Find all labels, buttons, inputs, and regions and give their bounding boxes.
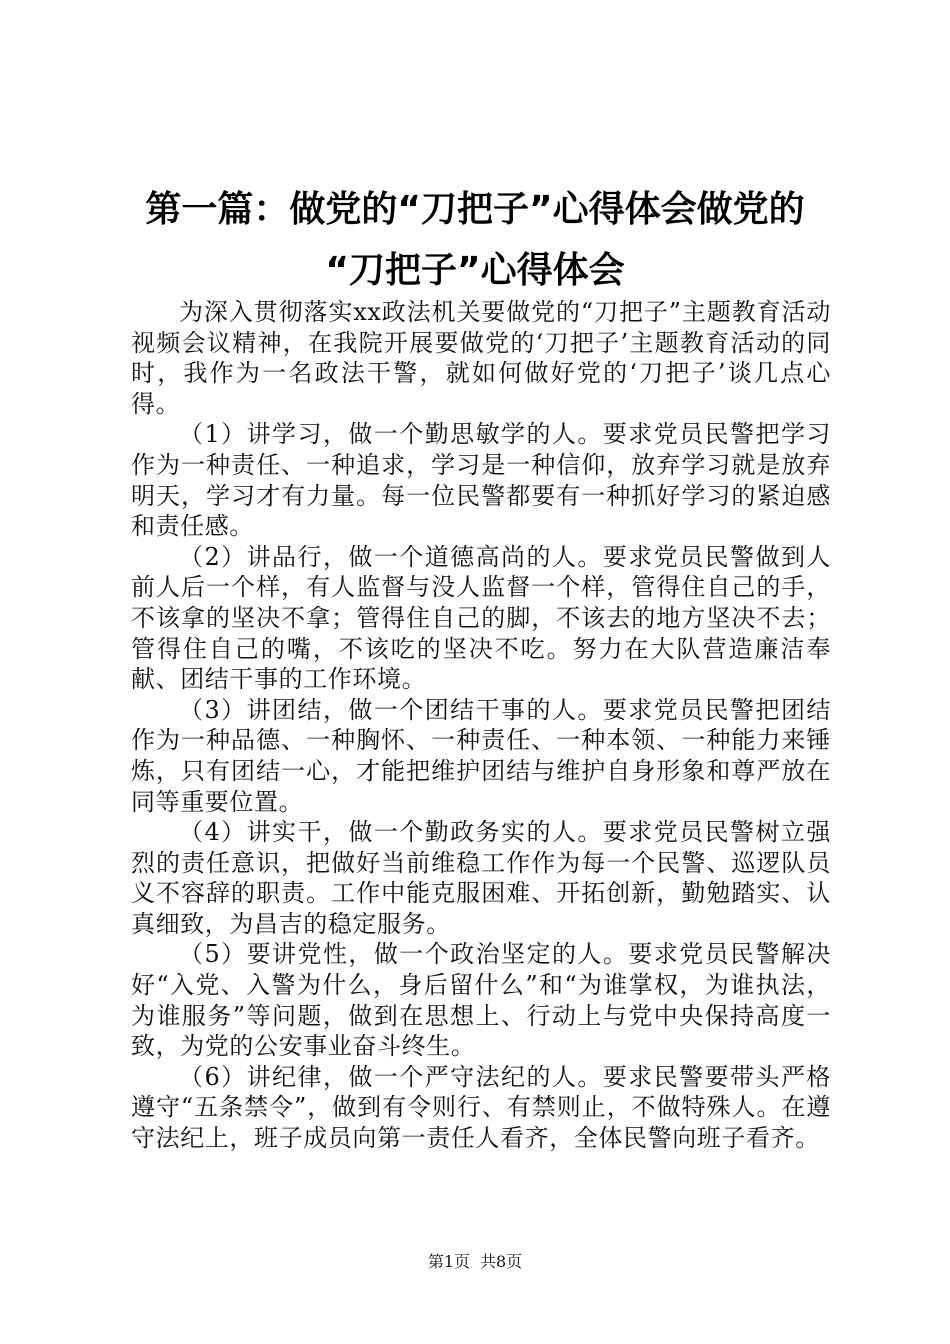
document-title-line-2: “刀把子”心得体会 <box>325 250 625 291</box>
page-total: 共8页 <box>480 1252 523 1271</box>
document-title-line-1: 第一篇：做党的“刀把子”心得体会做党的 <box>145 189 805 230</box>
paragraph-3-unity: （3）讲团结，做一个团结干事的人。要求党员民警把团结作为一种品德、一种胸怀、一种责任、一种本领、一种能力来锤炼，只有团结一心，才能把维护团结与维护自身形象和尊严放在同等重要位置。 <box>131 695 831 816</box>
page-number: 第1页 <box>427 1252 470 1271</box>
intro-paragraph: 为深入贯彻落实xx政法机关要做党的“刀把子”主题教育活动视频会议精神，在我院开展要做党的‘刀把子’主题教育活动的同时，我作为一名政法干警，就如何做好党的‘刀把子’谈几点心得。 <box>131 298 831 418</box>
paragraph-2-conduct: （2）讲品行，做一个道德高尚的人。要求党员民警做到人前人后一个样，有人监督与没人监督一个样，管得住自己的手，不该拿的坚决不拿；管得住自己的脚，不该去的地方坚决不去；管得住自己的嘴，不该吃的坚决不吃。努力在大队营造廉洁奉献、团结干事的工作环境。 <box>131 542 831 694</box>
paragraph-5-party-spirit: （5）要讲党性，做一个政治坚定的人。要求党员民警解决好“入党、入警为什么，身后留什么”和“为谁掌权，为谁执法，为谁服务”等问题，做到在思想上、行动上与党中央保持高度一致，为党的公安事业奋斗终生。 <box>131 940 831 1061</box>
paragraph-4-diligence: （4）讲实干，做一个勤政务实的人。要求党员民警树立强烈的责任意识，把做好当前维稳工作作为每一个民警、巡逻队员义不容辞的职责。工作中能克服困难、开拓创新，勤勉踏实、认真细致，为昌吉的稳定服务。 <box>131 818 831 938</box>
paragraph-6-discipline: （6）讲纪律，做一个严守法纪的人。要求民警要带头严格遵守“五条禁令”，做到有令则行、有禁则止，不做特殊人。在遵守法纪上，班子成员向第一责任人看齐，全体民警向班子看齐。 <box>131 1062 831 1153</box>
paragraph-1-study: （1）讲学习，做一个勤思敏学的人。要求党员民警把学习作为一种责任、一种追求，学习是一种信仰，放弃学习就是放弃明天，学习才有力量。每一位民警都要有一种抓好学习的紧迫感和责任感。 <box>131 420 831 541</box>
document-body <box>131 297 831 1154</box>
page-footer <box>0 1252 950 1272</box>
